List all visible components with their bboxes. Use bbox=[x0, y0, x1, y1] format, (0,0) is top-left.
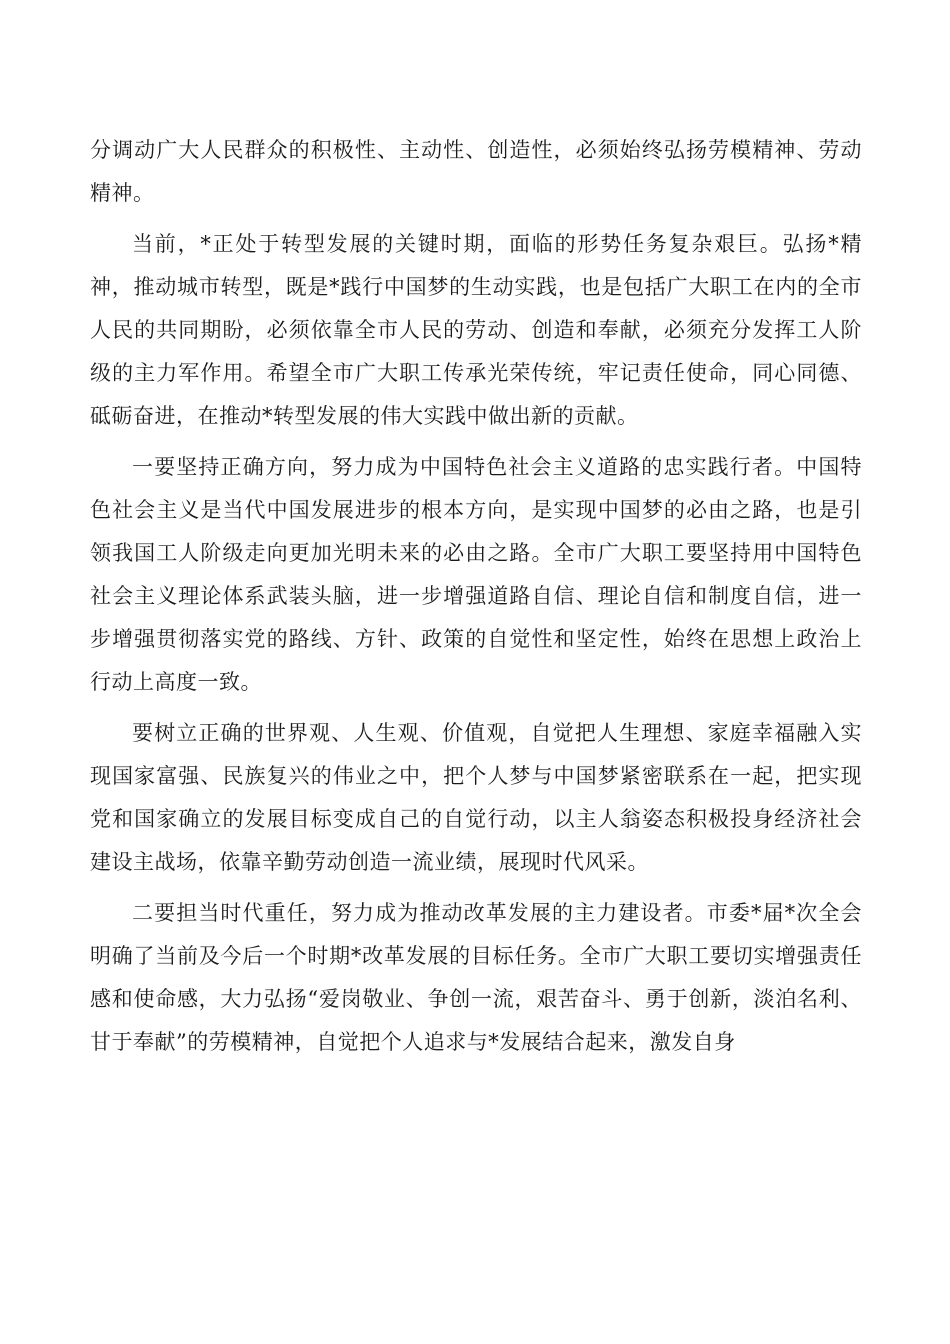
paragraph: 当前，*正处于转型发展的关键时期，面临的形势任务复杂艰巨。弘扬*精神，推动城市转型，既是*践行中国梦的生动实践，也是包括广大职工在内的全市人民的共同期盼，必须依靠全市人民的劳动、创造和奉献，必须充分发挥工人阶级的主力军作用。希望全市广大职工传承光荣传统，牢记责任使命，同心同德、砥砺奋进，在推动*转型发展的伟大实践中做出新的贡献。 bbox=[90, 232, 862, 428]
paragraph-continued: 分调动广大人民群众的积极性、主动性、创造性，必须始终弘扬劳模精神、劳动精神。 bbox=[90, 138, 862, 205]
paragraph: 二要担当时代重任，努力成为推动改革发展的主力建设者。市委*届*次全会明确了当前及今后一个时期*改革发展的目标任务。全市广大职工要切实增强责任感和使命感，大力弘扬“爱岗敬业、争创一流，艰苦奋斗、勇于创新，淡泊名利、甘于奉献”的劳模精神，自觉把个人追求与*发展结合起来，激发自身 bbox=[90, 901, 862, 1054]
paragraph: 要树立正确的世界观、人生观、价值观，自觉把人生理想、家庭幸福融入实现国家富强、民族复兴的伟业之中，把个人梦与中国梦紧密联系在一起，把实现党和国家确立的发展目标变成自己的自觉行动，以主人翁姿态积极投身经济社会建设主战场，依靠辛勤劳动创造一流业绩，展现时代风采。 bbox=[90, 721, 862, 874]
document-body bbox=[90, 129, 862, 1072]
paragraph: 一要坚持正确方向，努力成为中国特色社会主义道路的忠实践行者。中国特色社会主义是当代中国发展进步的根本方向，是实现中国梦的必由之路，也是引领我国工人阶级走向更加光明未来的必由之路。全市广大职工要坚持用中国特色社会主义理论体系武装头脑，进一步增强道路自信、理论自信和制度自信，进一步增强贯彻落实党的路线、方针、政策的自觉性和坚定性，始终在思想上政治上行动上高度一致。 bbox=[90, 455, 862, 694]
